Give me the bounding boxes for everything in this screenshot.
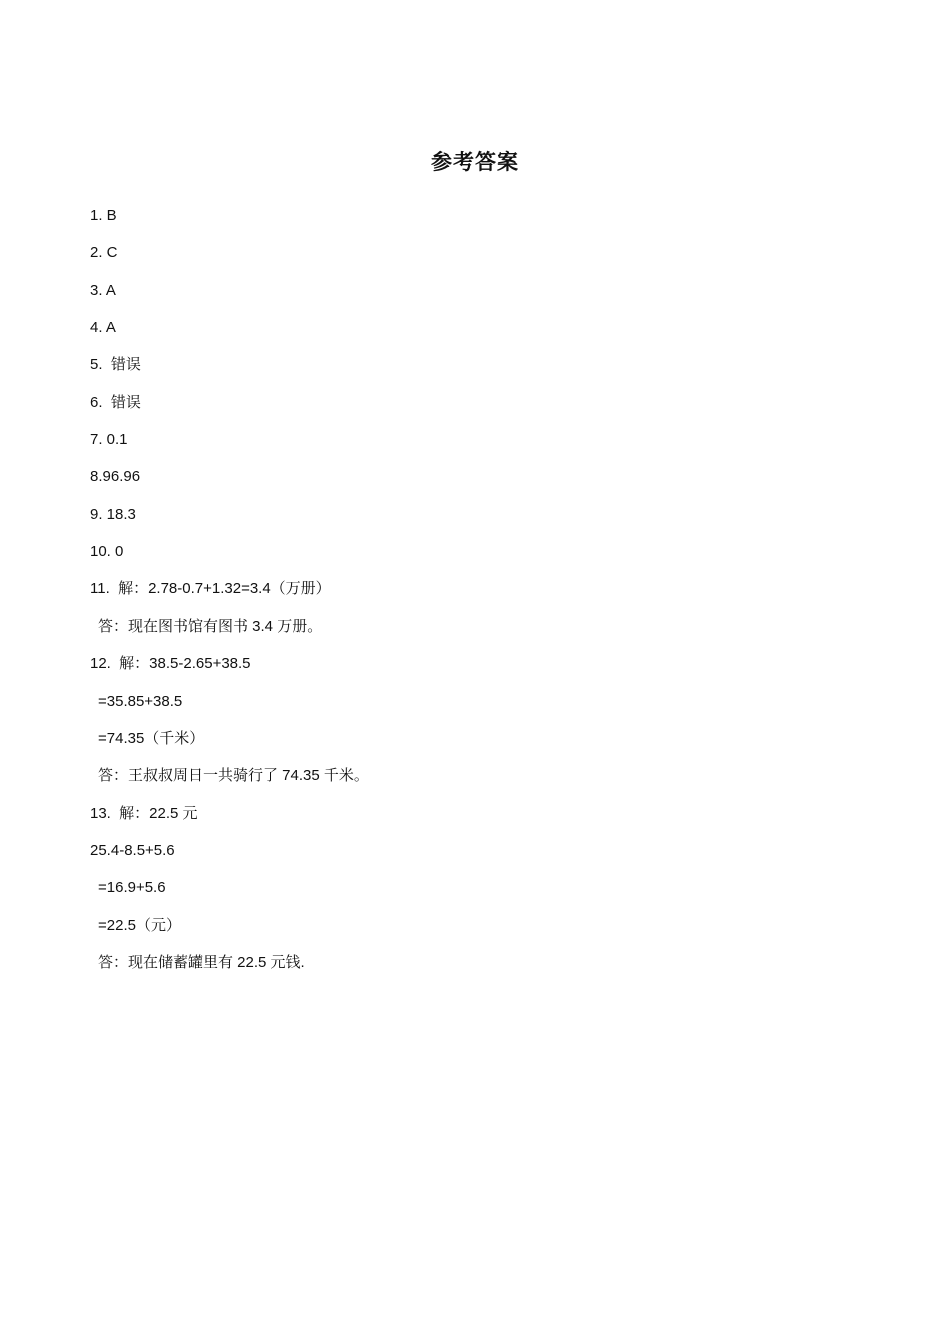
answer-line-13-conclusion: 答：现在储蓄罐里有 22.5 元钱.	[98, 954, 305, 971]
answer-line-1: 1. B	[90, 207, 117, 224]
answer-line-3: 3. A	[90, 282, 116, 299]
answer-line-13-expression: 25.4-8.5+5.6	[90, 842, 175, 859]
answer-line-4: 4. A	[90, 319, 116, 336]
answer-line-11: 11. 解：2.78-0.7+1.32=3.4（万册）	[90, 580, 331, 597]
answer-line-12-step-2: =74.35（千米）	[98, 730, 205, 747]
answer-line-11-conclusion: 答：现在图书馆有图书 3.4 万册。	[98, 618, 323, 635]
answer-line-12-conclusion: 答：王叔叔周日一共骑行了 74.35 千米。	[98, 767, 369, 784]
answer-line-13: 13. 解：22.5 元	[90, 805, 198, 822]
answer-line-7: 7. 0.1	[90, 431, 128, 448]
answer-line-12: 12. 解：38.5-2.65+38.5	[90, 655, 251, 672]
answer-line-9: 9. 18.3	[90, 506, 136, 523]
answer-line-6: 6. 错误	[90, 394, 141, 411]
answer-line-2: 2. C	[90, 244, 118, 261]
answer-line-10: 10. 0	[90, 543, 124, 560]
answer-line-13-step-2: =22.5（元）	[98, 917, 181, 934]
page-title: 参考答案	[431, 151, 519, 174]
answer-line-13-step-1: =16.9+5.6	[98, 879, 166, 896]
answer-line-5: 5. 错误	[90, 356, 141, 373]
answer-line-8: 8.96.96	[90, 468, 141, 485]
answer-line-12-step-1: =35.85+38.5	[98, 693, 183, 710]
